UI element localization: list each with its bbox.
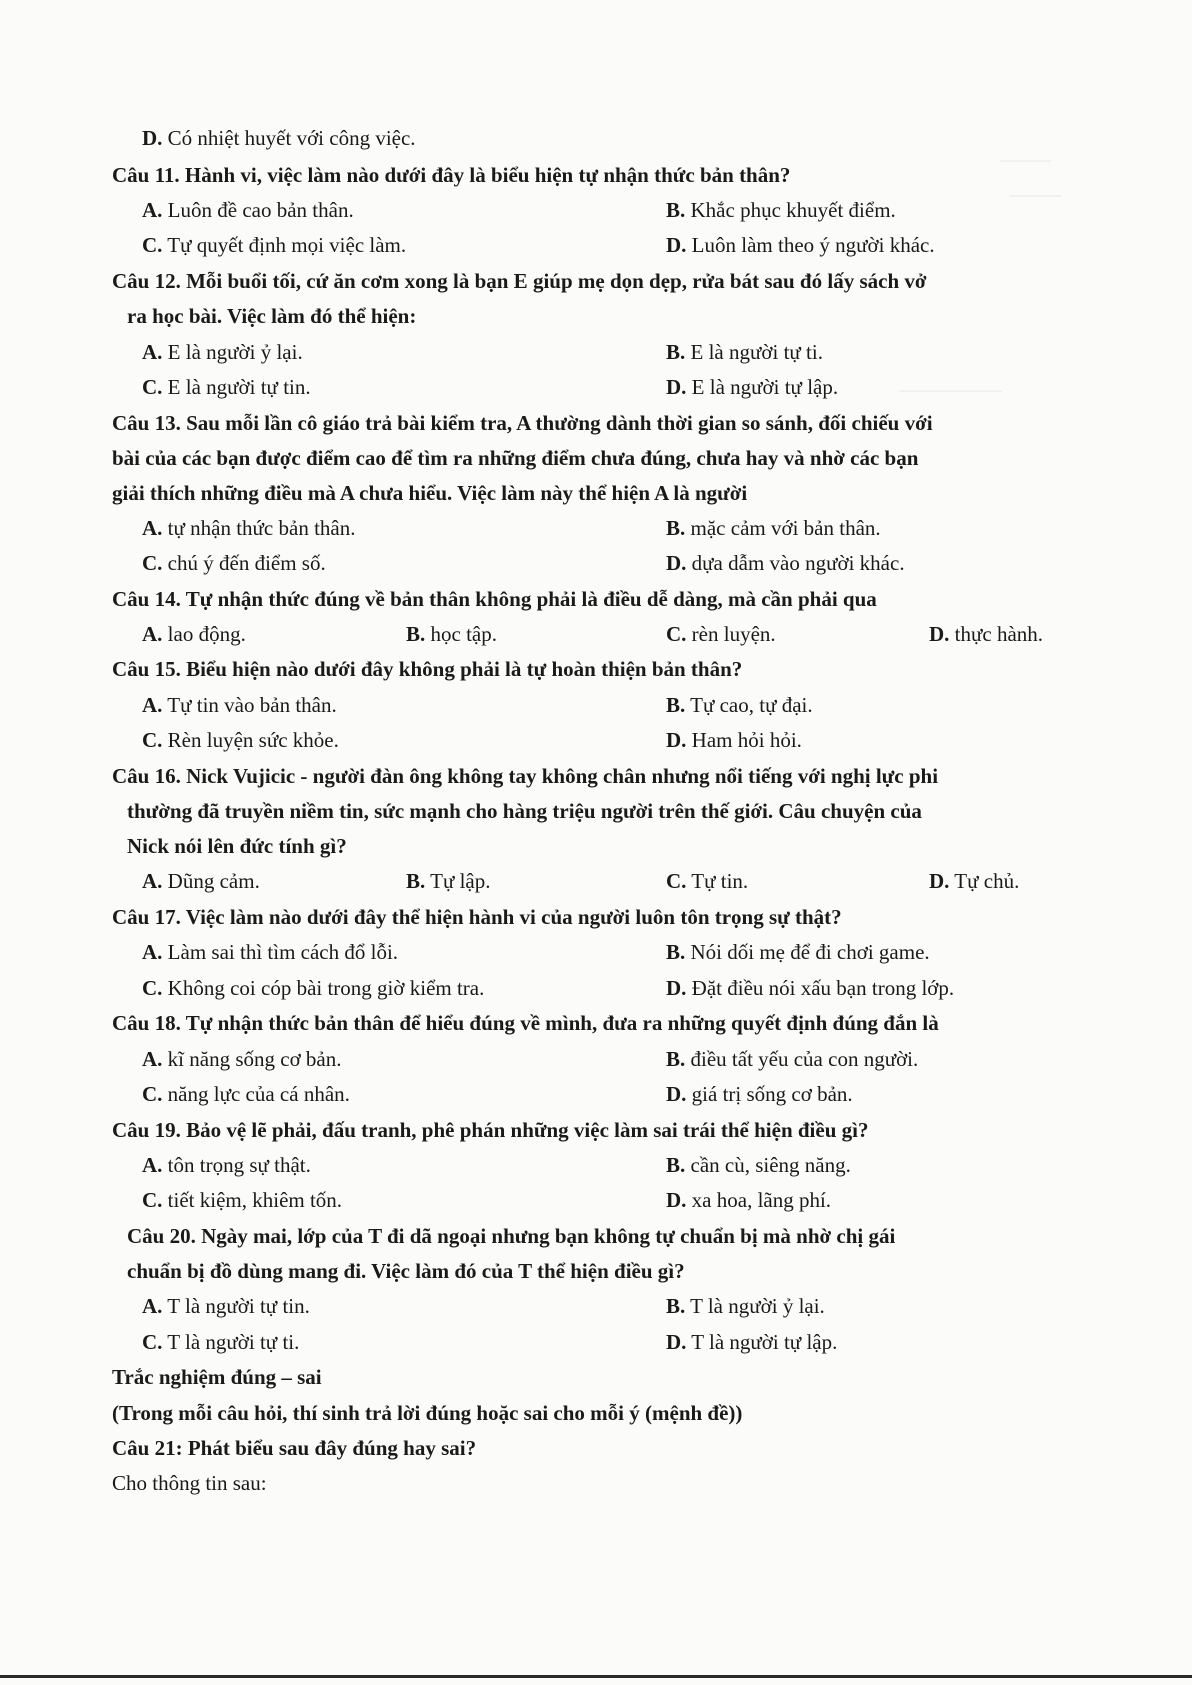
option-label: D. <box>142 126 163 150</box>
option-b: B. Tự cao, tự đại. <box>666 693 813 717</box>
option-b: B. học tập. <box>406 622 497 646</box>
option-c: C. chú ý đến điểm số. <box>142 551 326 575</box>
option-a: A. Dũng cảm. <box>142 869 260 893</box>
question-21-intro: Cho thông tin sau: <box>112 1471 267 1495</box>
option-b: B. Nói dối mẹ để đi chơi game. <box>666 940 930 964</box>
option-a: A. E là người ỷ lại. <box>142 340 303 364</box>
option-c: C. tiết kiệm, khiêm tốn. <box>142 1188 343 1212</box>
question-21-title: Câu 21: Phát biểu sau đây đúng hay sai? <box>112 1436 477 1460</box>
option-a: A. T là người tự tin. <box>142 1294 310 1318</box>
option-d: D. T là người tự lập. <box>666 1330 838 1354</box>
question-stem: Câu 19. Bảo vệ lẽ phải, đấu tranh, phê phán những việc làm sai trái thể hiện điều gì? <box>112 1118 869 1142</box>
question-stem: Câu 18. Tự nhận thức bản thân để hiểu đúng về mình, đưa ra những quyết định đúng đắn là <box>112 1011 939 1035</box>
show-through-text: —————— <box>900 380 1002 399</box>
option-c: C. Không coi cóp bài trong giờ kiểm tra. <box>142 976 485 1000</box>
question-stem: bài của các bạn được điểm cao để tìm ra những điểm chưa đúng, chưa hay và nhờ các bạn <box>112 446 919 470</box>
section-note: (Trong mỗi câu hỏi, thí sinh trả lời đúng hoặc sai cho mỗi ý (mệnh đề)) <box>112 1401 743 1425</box>
option-b: B. điều tất yếu của con người. <box>666 1047 919 1071</box>
option-a: A. Luôn đề cao bản thân. <box>142 198 354 222</box>
question-stem: ra học bài. Việc làm đó thể hiện: <box>127 304 417 328</box>
question-stem: Câu 15. Biểu hiện nào dưới đây không phải là tự hoàn thiện bản thân? <box>112 657 743 681</box>
question-stem: Câu 16. Nick Vujicic - người đàn ông không tay không chân nhưng nổi tiếng với nghị lực phi <box>112 764 939 788</box>
option-c: C. T là người tự ti. <box>142 1330 300 1354</box>
option-a: A. kĩ năng sống cơ bản. <box>142 1047 342 1071</box>
option-b: B. T là người ỷ lại. <box>666 1294 825 1318</box>
section-title: Trắc nghiệm đúng – sai <box>112 1365 322 1389</box>
question-stem: Câu 17. Việc làm nào dưới đây thể hiện hành vi của người luôn tôn trọng sự thật? <box>112 905 842 929</box>
option-b: B. mặc cảm với bản thân. <box>666 516 881 540</box>
option-d: D. E là người tự lập. <box>666 375 839 399</box>
option-b: B. Tự lập. <box>406 869 491 893</box>
show-through-text: ——— <box>1000 150 1051 169</box>
option-b: B. Khắc phục khuyết điểm. <box>666 198 896 222</box>
question-stem: chuẩn bị đồ dùng mang đi. Việc làm đó của T thể hiện điều gì? <box>127 1259 685 1283</box>
option-a: A. Tự tin vào bản thân. <box>142 693 337 717</box>
option-c: C. rèn luyện. <box>666 622 776 646</box>
question-stem: Câu 12. Mỗi buổi tối, cứ ăn cơm xong là bạn E giúp mẹ dọn dẹp, rửa bát sau đó lấy sách vở <box>112 269 927 293</box>
option-c: C. Tự tin. <box>666 869 749 893</box>
option-a: A. lao động. <box>142 622 246 646</box>
option-text: Có nhiệt huyết với công việc. <box>167 126 416 150</box>
page-bottom-border <box>0 1675 1192 1678</box>
option-d: D. giá trị sống cơ bản. <box>666 1082 853 1106</box>
option-line <box>142 125 416 151</box>
question-stem: Câu 14. Tự nhận thức đúng về bản thân không phải là điều dễ dàng, mà cần phải qua <box>112 587 877 611</box>
option-a: A. tôn trọng sự thật. <box>142 1153 311 1177</box>
option-d: D. xa hoa, lãng phí. <box>666 1188 832 1212</box>
question-stem: Câu 20. Ngày mai, lớp của T đi dã ngoại nhưng bạn không tự chuẩn bị mà nhờ chị gái <box>127 1224 896 1248</box>
question-stem: Nick nói lên đức tính gì? <box>127 834 347 858</box>
question-stem: Câu 13. Sau mỗi lần cô giáo trả bài kiểm tra, A thường dành thời gian so sánh, đối chiếu với <box>112 411 933 435</box>
option-d: D. Luôn làm theo ý người khác. <box>666 233 935 257</box>
option-d: D. Tự chủ. <box>929 869 1020 893</box>
question-stem: Câu 11. Hành vi, việc làm nào dưới đây là biểu hiện tự nhận thức bản thân? <box>112 163 791 187</box>
option-d: D. Ham hỏi hỏi. <box>666 728 802 752</box>
option-b: B. cần cù, siêng năng. <box>666 1153 851 1177</box>
question-stem: giải thích những điều mà A chưa hiểu. Việc làm này thể hiện A là người <box>112 481 748 505</box>
option-c: C. E là người tự tin. <box>142 375 311 399</box>
question-stem: thường đã truyền niềm tin, sức mạnh cho hàng triệu người trên thế giới. Câu chuyện của <box>127 799 922 823</box>
option-b: B. E là người tự ti. <box>666 340 823 364</box>
option-d: D. dựa dẫm vào người khác. <box>666 551 905 575</box>
option-a: A. tự nhận thức bản thân. <box>142 516 356 540</box>
option-a: A. Làm sai thì tìm cách đổ lỗi. <box>142 940 399 964</box>
option-d: D. thực hành. <box>929 622 1044 646</box>
option-c: C. năng lực của cá nhân. <box>142 1082 350 1106</box>
option-d: D. Đặt điều nói xấu bạn trong lớp. <box>666 976 955 1000</box>
option-c: C. Rèn luyện sức khỏe. <box>142 728 339 752</box>
show-through-text: ——— <box>1010 185 1061 204</box>
option-c: C. Tự quyết định mọi việc làm. <box>142 233 407 257</box>
